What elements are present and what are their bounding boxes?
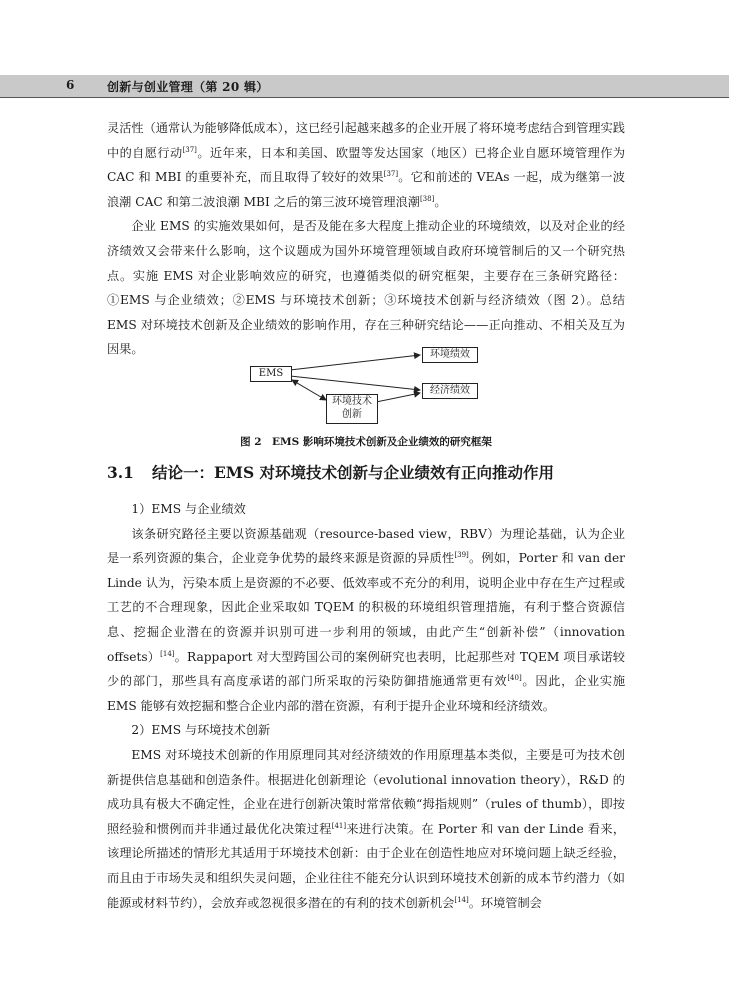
subsection-1-heading: 1）EMS 与企业绩效 [131, 502, 246, 516]
citation-ref: [39] [454, 551, 469, 560]
subsection-1-paragraph [107, 522, 625, 719]
research-framework-diagram [240, 342, 500, 427]
section-heading [107, 461, 554, 483]
para1-text-3: 。它和前述的 VEAs 一起，成为继第一波浪潮 CAC 和第二波浪潮 MBI 之后的第三波环境管理浪潮 [107, 170, 625, 209]
sub1-text-3: 。Rappaport 对大型跨国公司的案例研究也表明，比起那些对 TQEM 项目承诺较少的部门，那些具有高度承诺的部门所采取的污染防御措施通常更有效 [107, 649, 625, 689]
arrow-innovation-to-economic-performance [376, 393, 420, 402]
citation-ref: [37] [182, 145, 197, 154]
citation-ref: [41] [331, 821, 347, 830]
para1-text-4: 。 [434, 194, 447, 209]
section-body [107, 497, 625, 915]
sub2-text-2: 来进行决策。在 Porter 和 van der Linde 看来，该理论所描述的情形尤其适用于环境技术创新：由于企业在创造性地应对环境问题上缺乏经验，而且由于市场失灵和组织失灵问题，企业往往不能充分认识到环境技术创新的成本节约潜力（如能源或材料节约），会放弃或忽视很多潜在的有利的技术创新机会 [107, 821, 626, 910]
sub2-text-1: EMS 对环境技术创新的作用原理同其对经济绩效的作用原理基本类似，主要是可为技术创新提供信息基础和创造条件。根据进化创新理论（evolutional innovation theory），R&D 的成功具有极大不确定性，企业在进行创新决策时常常依赖“拇指规则”（rules of thumb），即按照经验和惯例而并非通过最优化决策过程 [107, 747, 625, 836]
box-environmental-tech-innovation [326, 394, 378, 424]
box-environmental-performance: 环境绩效 [422, 347, 478, 363]
section-title: 结论一：EMS 对环境技术创新与企业绩效有正向推动作用 [151, 463, 555, 482]
paragraph-continuation [107, 116, 625, 362]
section-number: 3.1 [107, 463, 134, 482]
citation-ref: [14] [454, 895, 469, 904]
citation-ref: [38] [419, 194, 435, 203]
sub2-text-3: 。环境管制会 [468, 895, 542, 910]
citation-ref: [40] [507, 674, 522, 683]
paragraph-1 [107, 116, 625, 214]
box-ems: EMS [250, 366, 292, 382]
para1-text-2: 。近年来，日本和美国、欧盟等发达国家（地区）已将企业自愿环境管理作为 CAC 和 MBI 的重要补充，而且取得了较好的效果 [107, 145, 626, 185]
subsection-2-paragraph [107, 743, 625, 915]
para1-text-1: 灵活性（通常认为能够降低成本），这已经引起越来越多的企业开展了将环境考虑结合到管理实践中的自愿行动 [107, 121, 625, 160]
box-innovation-line-1: 环境技术 [332, 396, 372, 407]
arrow-ems-innovation-bidirectional [292, 380, 326, 400]
figure-caption: 图 2 EMS 影响环境技术创新及企业绩效的研究框架 [240, 436, 492, 448]
journal-title: 创新与创业管理（第 20 辑） [107, 80, 269, 94]
arrow-ems-to-economic-performance [290, 376, 420, 390]
subsection-2-heading: 2）EMS 与环境技术创新 [131, 723, 271, 738]
page-number: 6 [66, 78, 75, 92]
citation-ref: [14] [160, 649, 175, 658]
box-innovation-line-2: 创新 [342, 409, 362, 420]
paragraph-2: 企业 EMS 的实施效果如何，是否及能在多大程度上推动企业的环境绩效，以及对企业的经济绩效又会带来什么影响，这个议题成为国外环境管理领域自政府环境管制后的又一个研究热点。实施 EMS 对企业影响效应的研究，也遵循类似的研究框架，主要存在三条研究路径：①EMS 与企业绩效；②EMS 与环境技术创新；③环境技术创新与经济绩效（图 2）。总结 EMS 对环境技术创新及企业绩效的影响作用，存在三种研究结论——正向推动、不相关及互为因果。 [107, 219, 625, 357]
sub1-text-1: 该条研究路径主要以资源基础观（resource-based view，RBV）为理论基础，认为企业是一系列资源的集合，企业竞争优势的最终来源是资源的异质性 [107, 526, 625, 566]
arrow-ems-to-environmental-performance [290, 355, 420, 370]
sub1-text-2: 。例如，Porter 和 van der Linde 认为，污染本质上是资源的不必要、低效率或不充分的利用，说明企业中存在生产过程或工艺的不合理现象，因此企业采取如 TQEM 的积极的环境组织管理措施，有利于整合资源信息、挖掘企业潜在的资源并识别可进一步利用的领域，由此产生“创新补偿”（innovation offsets） [107, 551, 625, 664]
sub1-text-4: 。因此，企业实施 EMS 能够有效挖掘和整合企业内部的潜在资源，有利于提升企业环境和经济绩效。 [107, 674, 626, 713]
running-header [0, 75, 729, 98]
citation-ref: [37] [383, 170, 399, 179]
box-economic-performance: 经济绩效 [422, 383, 478, 399]
